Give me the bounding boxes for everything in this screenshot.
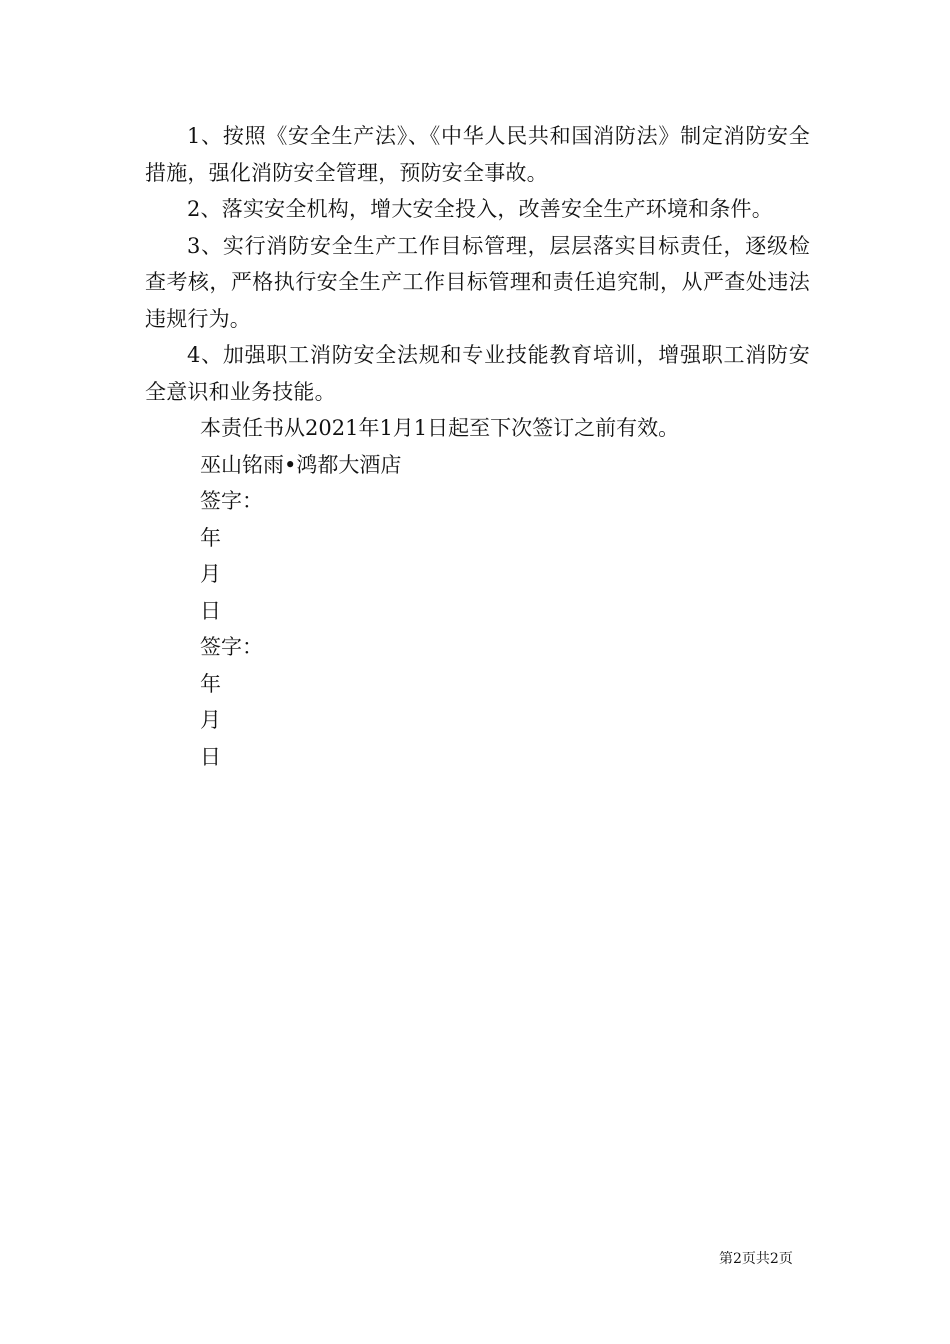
company-name: 巫山铭雨•鸿都大酒店 [200,452,402,477]
page-number-footer: 第2页共2页 [719,1251,793,1267]
date-day: 日 [200,744,221,769]
document-body [145,118,810,775]
signature-label: 签字： [200,635,263,659]
signature-label: 签字： [200,489,263,513]
date-year: 年 [200,525,221,550]
date-month: 月 [200,562,221,586]
clause-4: 4、加强职工消防安全法规和专业技能教育培训，增强职工消防安全意识和业务技能。 [145,343,810,404]
clause-3: 3、实行消防安全生产工作目标管理，层层落实目标责任，逐级检查考核，严格执行安全生产工作目标管理和责任追究制，从严查处违法违规行为。 [145,233,810,331]
signature-block-2 [145,629,810,775]
date-year: 年 [200,671,221,696]
signature-block-1 [145,483,810,629]
date-month: 月 [200,708,221,732]
date-day: 日 [200,598,221,623]
clause-2: 2、落实安全机构，增大安全投入，改善安全生产环境和条件。 [187,197,773,221]
clause-1: 1、按照《安全生产法》、《中华人民共和国消防法》制定消防安全措施，强化消防安全管理，预防安全事故。 [145,124,810,185]
validity-statement: 本责任书从2021年1月1日起至下次签订之前有效。 [200,416,680,440]
